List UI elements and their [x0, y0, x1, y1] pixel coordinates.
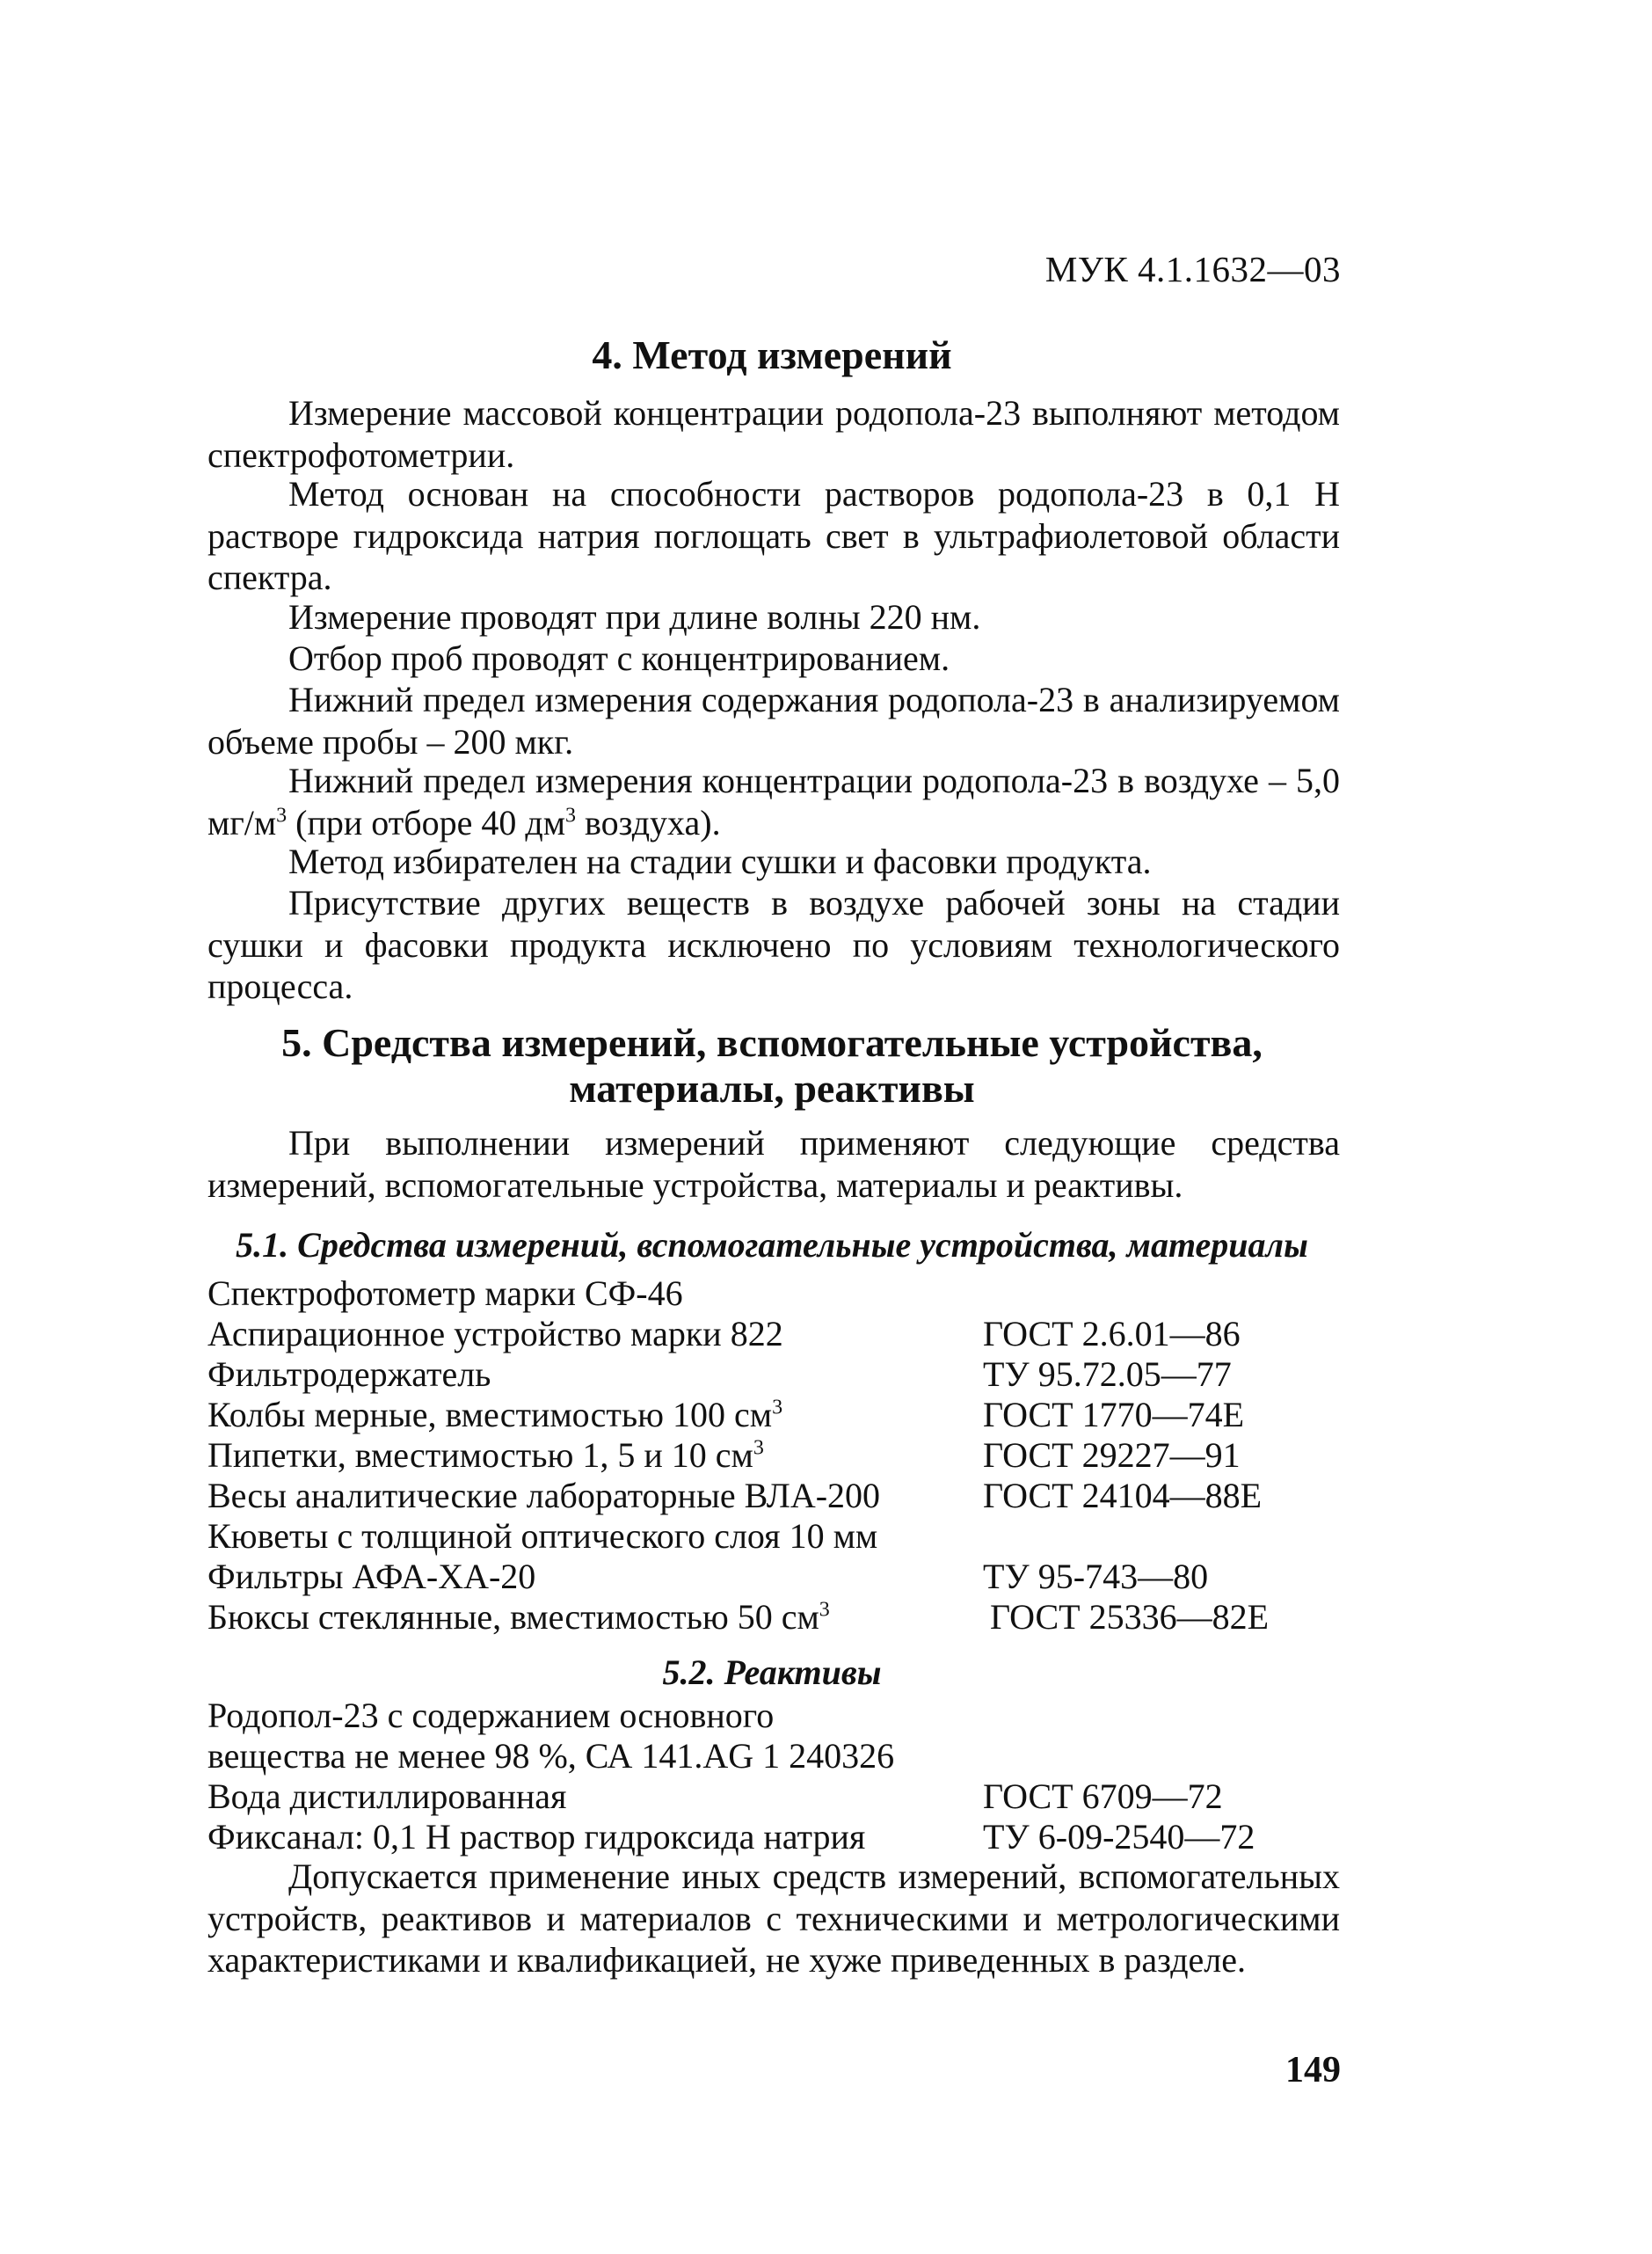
list-item: Фиксанал: 0,1 Н раствор гидроксида натрия ТУ 6-09-2540—72 — [207, 1817, 1255, 1856]
paragraph-lower-limit-air: Нижний предел измерения концентрации родопола-23 в воздухе – 5,0 $мг/м^3$ (при отборе 40 $дм^3$ воздуха). — [207, 761, 1340, 843]
paragraph-method-basis: Метод основан на способности растворов родопола-23 в 0,1 Н растворе гидроксида натрия поглощать свет в ультрафиолетовой области спектра. — [207, 474, 1340, 597]
list-item: Фильтры АФА-ХА-20 ТУ 95-743—80 — [207, 1557, 1209, 1596]
paragraph-lower-limit-content: Нижний предел измерения содержания родопола-23 в анализируемом объеме пробы – 200 мкг. — [207, 680, 1340, 762]
list-item: Родопол-23 с содержанием основного — [207, 1696, 775, 1735]
list-item: Весы аналитические лабораторные ВЛА-200 ГОСТ 24104—88Е — [207, 1476, 1263, 1515]
subsection-5-1-heading: 5.1. Средства измерений, вспомогательные устройства, материалы — [236, 1225, 1308, 1265]
paragraph-selectivity: Метод избирателен на стадии сушки и фасовки продукта. — [288, 842, 1152, 881]
paragraph-closing: Допускается применение иных средств измерений, вспомогательных устройств, реактивов и материалов с техническими и метрологическими характеристиками и квалификацией, не хуже приведенных в разделе. — [207, 1856, 1340, 1980]
list-item: вещества не менее 98 %, СА 141.AG 1 240326 — [207, 1736, 895, 1776]
paragraph-method-measurement: Измерение массовой концентрации родопола-23 выполняют методом спектрофотометрии. — [207, 393, 1340, 475]
list-item: Кюветы с толщиной оптического слоя 10 мм — [207, 1516, 878, 1556]
list-item: Аспирационное устройство марки 822 ГОСТ 2.6.01—86 — [207, 1314, 1241, 1353]
page-number: 149 — [1285, 2050, 1341, 2090]
list-item: Колбы мерные, вместимостью 100 $см^3$ ГОСТ 1770—74Е — [207, 1395, 1245, 1434]
paragraph-other-substances: Присутствие других веществ в воздухе рабочей зоны на стадии сушки и фасовки продукта исключено по условиям технологического процесса. — [207, 883, 1340, 1006]
list-item: Бюксы стеклянные, вместимостью 50 $см^3$ ГОСТ 25336—82Е — [207, 1597, 1270, 1637]
paragraph-sampling: Отбор проб проводят с концентрированием. — [288, 638, 950, 678]
list-item: Пипетки, вместимостью 1, 5 и 10 $см^3$ ГОСТ 29227—91 — [207, 1435, 1241, 1475]
list-item: Фильтродержатель ТУ 95.72.05—77 — [207, 1354, 1232, 1394]
paragraph-wavelength: Измерение проводят при длине волны 220 нм. — [288, 597, 981, 637]
instruments-list — [207, 1273, 1340, 1638]
section-4-heading: 4. Метод измерений — [592, 332, 952, 377]
paragraph-section-5-intro: При выполнении измерений применяют следующие средства измерений, вспомогательные устройства, материалы и реактивы. — [207, 1123, 1340, 1205]
section-5-heading: 5. Средства измерений, вспомогательные устройства, материалы, реактивы — [281, 1020, 1263, 1111]
reagents-list — [207, 1696, 1340, 1857]
document-code: МУК 4.1.1632—03 — [1044, 249, 1341, 289]
subsection-5-2-heading: 5.2. Реактивы — [662, 1652, 882, 1692]
list-item: Спектрофотометр марки СФ-46 — [207, 1273, 683, 1313]
list-item: Вода дистиллированная ГОСТ 6709—72 — [207, 1776, 1223, 1816]
